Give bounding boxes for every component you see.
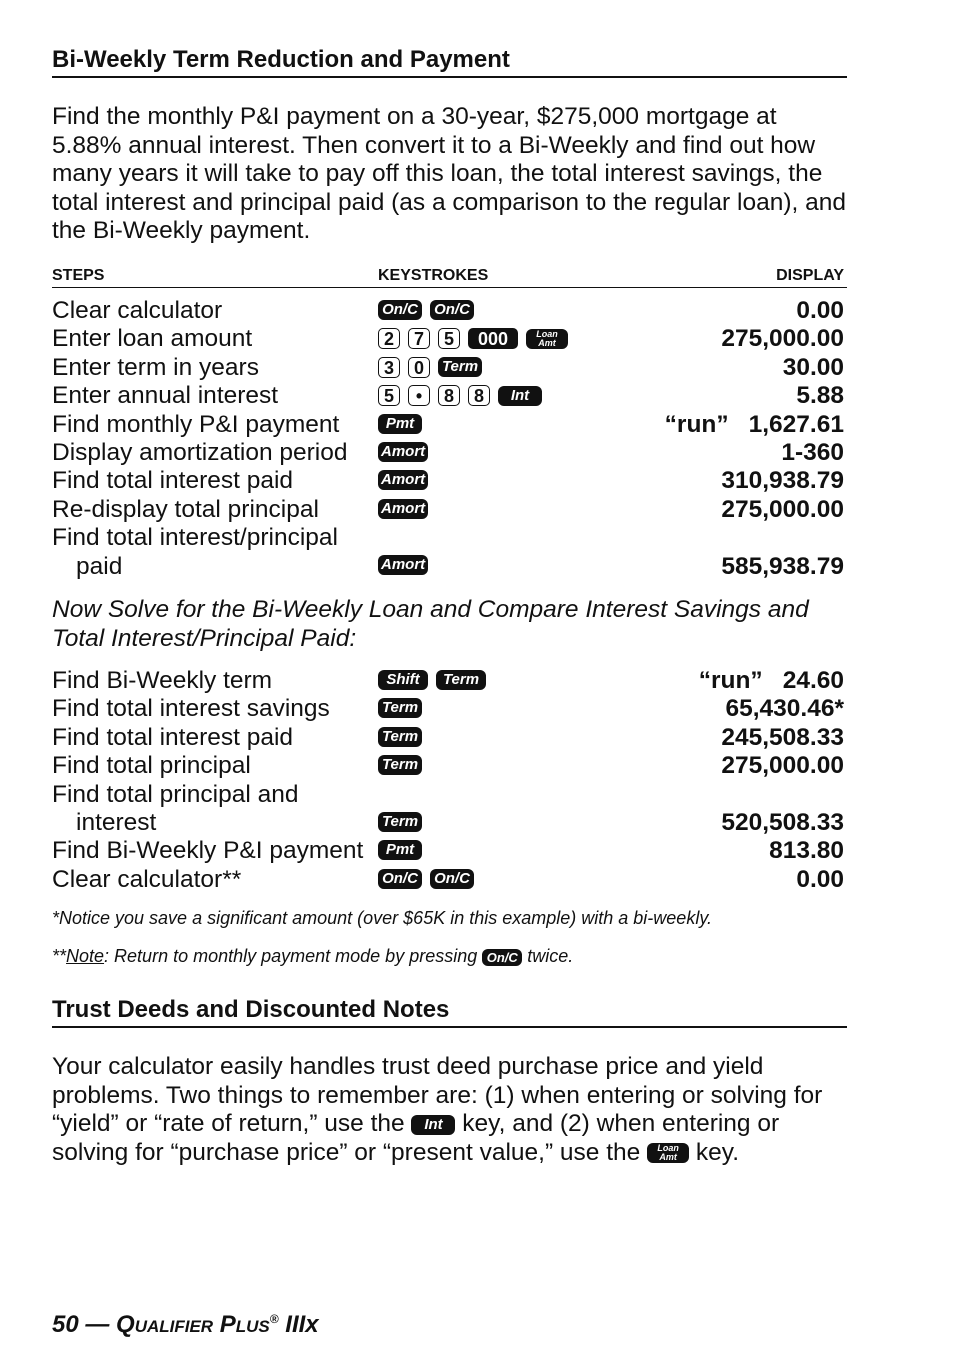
step-text: Clear calculator**	[52, 865, 242, 893]
triple-zero-key-icon: 000	[468, 328, 518, 349]
display-value: 5.88	[796, 382, 844, 410]
table-row	[52, 382, 844, 410]
decimal-point-key-icon: •	[408, 385, 430, 406]
display-number: 1,627.61	[748, 410, 844, 438]
term-key-icon: Term	[378, 755, 422, 775]
onc-key-icon: On/C	[482, 949, 522, 966]
table-row	[52, 496, 844, 524]
step-text: Find Bi-Weekly P&I payment	[52, 837, 364, 865]
keystrokes	[378, 555, 428, 575]
footnote-text-a: : Return to monthly payment mode by pressing	[104, 946, 483, 966]
trust-deeds-paragraph	[52, 1053, 847, 1167]
keystrokes	[378, 755, 422, 775]
loan-key-top: Loan	[536, 328, 558, 339]
term-key-icon: Term	[438, 357, 482, 377]
display-value: 30.00	[782, 353, 844, 381]
header-steps: STEPS	[52, 267, 105, 284]
digit-5-key-icon: 5	[378, 385, 400, 406]
table-row	[52, 781, 844, 838]
display-value: 275,000.00	[721, 495, 844, 523]
display-value: 813.80	[769, 837, 844, 865]
page-number: 50 —	[52, 1311, 117, 1338]
keystrokes	[378, 840, 422, 860]
step-line-2: paid	[76, 552, 123, 580]
digit-8-key-icon: 8	[438, 385, 460, 406]
keystrokes	[378, 300, 474, 320]
display-value	[699, 667, 844, 695]
keystrokes	[378, 869, 474, 889]
display-number: 24.60	[782, 667, 844, 694]
step-line-2: interest	[76, 808, 157, 836]
footnote-marker: **	[52, 946, 67, 966]
digit-7-key-icon: 7	[408, 328, 430, 349]
keystrokes	[378, 670, 486, 690]
loan-key-bottom: Amt	[659, 1152, 677, 1163]
display-value: 0.00	[796, 297, 844, 324]
step-line-1: Find total interest/principal	[52, 524, 338, 552]
onc-key-icon: On/C	[378, 869, 422, 889]
display-value: 585,938.79	[721, 552, 844, 580]
table-row	[52, 467, 844, 495]
step-line-1: Find total principal and	[52, 780, 299, 808]
section-title-biweekly: Bi-Weekly Term Reduction and Payment	[52, 46, 847, 78]
table-row	[52, 667, 844, 695]
product-model: IIIx	[278, 1311, 319, 1338]
table-row	[52, 439, 844, 467]
digit-3-key-icon: 3	[378, 357, 400, 378]
step-text: Find Bi-Weekly term	[52, 667, 273, 694]
page-footer	[52, 1311, 319, 1339]
steps-table-monthly	[52, 297, 844, 581]
display-value: 275,000.00	[721, 325, 844, 353]
amort-key-icon: Amort	[378, 499, 428, 519]
keystrokes	[378, 499, 428, 519]
term-key-icon: Term	[378, 727, 422, 747]
keystrokes	[378, 812, 422, 832]
keystrokes	[378, 442, 428, 462]
step-text: Enter loan amount	[52, 325, 253, 353]
step-text	[52, 524, 338, 581]
biweekly-subheading: Now Solve for the Bi-Weekly Loan and Compare Interest Savings and Total Interest/Principal Paid:	[52, 596, 809, 652]
keystrokes	[378, 414, 422, 434]
step-text: Clear calculator	[52, 297, 223, 324]
display-value: 1-360	[781, 438, 844, 466]
footnote-savings: *Notice you save a significant amount (over $65K in this example) with a bi-weekly.	[52, 908, 712, 928]
display-value	[665, 411, 844, 439]
term-key-icon: Term	[378, 698, 422, 718]
shift-key-icon: Shift	[378, 670, 428, 690]
digit-8-key-icon: 8	[468, 385, 490, 406]
keystrokes	[378, 328, 568, 349]
display-value: 0.00	[796, 865, 844, 893]
onc-key-icon: On/C	[430, 869, 474, 889]
display-value: 520,508.33	[721, 808, 844, 836]
digit-2-key-icon: 2	[378, 328, 400, 349]
paragraph-text-b: key, and (2) when entering or solving for “purchase price” or “present value,” use the	[52, 1110, 780, 1166]
step-text	[52, 781, 299, 838]
step-text: Find total principal	[52, 752, 251, 780]
loan-key-top: Loan	[657, 1143, 679, 1154]
keystrokes	[378, 470, 428, 490]
footnote-return-mode	[52, 945, 573, 967]
intro-paragraph: Find the monthly P&I payment on a 30-year, $275,000 mortgage at 5.88% annual interest. Then convert it to a Bi-Weekly and find out how many years it will take to pay off this loan, the total interest savings, the total interest and principal paid (as a comparison to the regular loan), and the Bi-Weekly payment.	[52, 103, 846, 245]
onc-key-icon: On/C	[430, 300, 474, 320]
footnote-text-b: twice.	[522, 946, 574, 966]
onc-key-icon: On/C	[378, 300, 422, 320]
table-row	[52, 724, 844, 752]
digit-5-key-icon: 5	[438, 328, 460, 349]
amort-key-icon: Amort	[378, 442, 428, 462]
keystrokes	[378, 698, 422, 718]
product-name: Qualifier Plus	[116, 1311, 270, 1338]
term-key-icon: Term	[436, 670, 486, 690]
amort-key-icon: Amort	[378, 555, 428, 575]
registered-mark: ®	[269, 1312, 279, 1326]
run-indicator: “run”	[664, 410, 729, 438]
digit-0-key-icon: 0	[408, 357, 430, 378]
loan-amt-key-icon	[647, 1143, 689, 1163]
int-key-icon: Int	[498, 386, 542, 406]
step-text: Display amortization period	[52, 438, 348, 466]
table-row	[52, 866, 844, 894]
step-text: Re-display total principal	[52, 495, 319, 523]
amort-key-icon: Amort	[378, 470, 428, 490]
step-text: Find total interest paid	[52, 723, 294, 751]
display-value: 310,938.79	[721, 467, 844, 495]
keystrokes	[378, 727, 422, 747]
keystrokes	[378, 357, 482, 378]
table-row	[52, 411, 844, 439]
int-key-icon: Int	[411, 1115, 455, 1135]
steps-table-biweekly	[52, 667, 844, 894]
table-row	[52, 695, 844, 723]
table-row	[52, 752, 844, 780]
run-indicator: “run”	[698, 667, 763, 694]
pmt-key-icon: Pmt	[378, 414, 422, 434]
step-text: Find total interest paid	[52, 467, 294, 495]
loan-amt-key-icon	[526, 329, 568, 349]
header-display: DISPLAY	[776, 267, 844, 284]
table-row	[52, 325, 844, 353]
step-text: Find monthly P&I payment	[52, 410, 340, 438]
section-title-trust-deeds: Trust Deeds and Discounted Notes	[52, 996, 847, 1028]
table-row	[52, 297, 844, 325]
note-label: Note	[66, 946, 105, 966]
table-row	[52, 837, 844, 865]
paragraph-text-a: Your calculator easily handles trust deed purchase price and yield problems. Two things to remember are: (1) when entering or solving for “yield” or “rate of return,” use the	[52, 1053, 823, 1138]
step-text: Enter annual interest	[52, 382, 279, 410]
display-value: 65,430.46*	[725, 695, 844, 723]
header-keystrokes: KEYSTROKES	[378, 267, 489, 284]
pmt-key-icon: Pmt	[378, 840, 422, 860]
display-value: 245,508.33	[721, 723, 844, 751]
table-row	[52, 524, 844, 581]
step-text: Find total interest savings	[52, 695, 330, 723]
table-row	[52, 354, 844, 382]
keystrokes	[378, 385, 542, 406]
table-header	[52, 265, 847, 288]
paragraph-text-c: key.	[689, 1138, 740, 1166]
term-key-icon: Term	[378, 812, 422, 832]
step-text: Enter term in years	[52, 353, 259, 381]
loan-key-bottom: Amt	[538, 337, 556, 348]
display-value: 275,000.00	[721, 752, 844, 780]
